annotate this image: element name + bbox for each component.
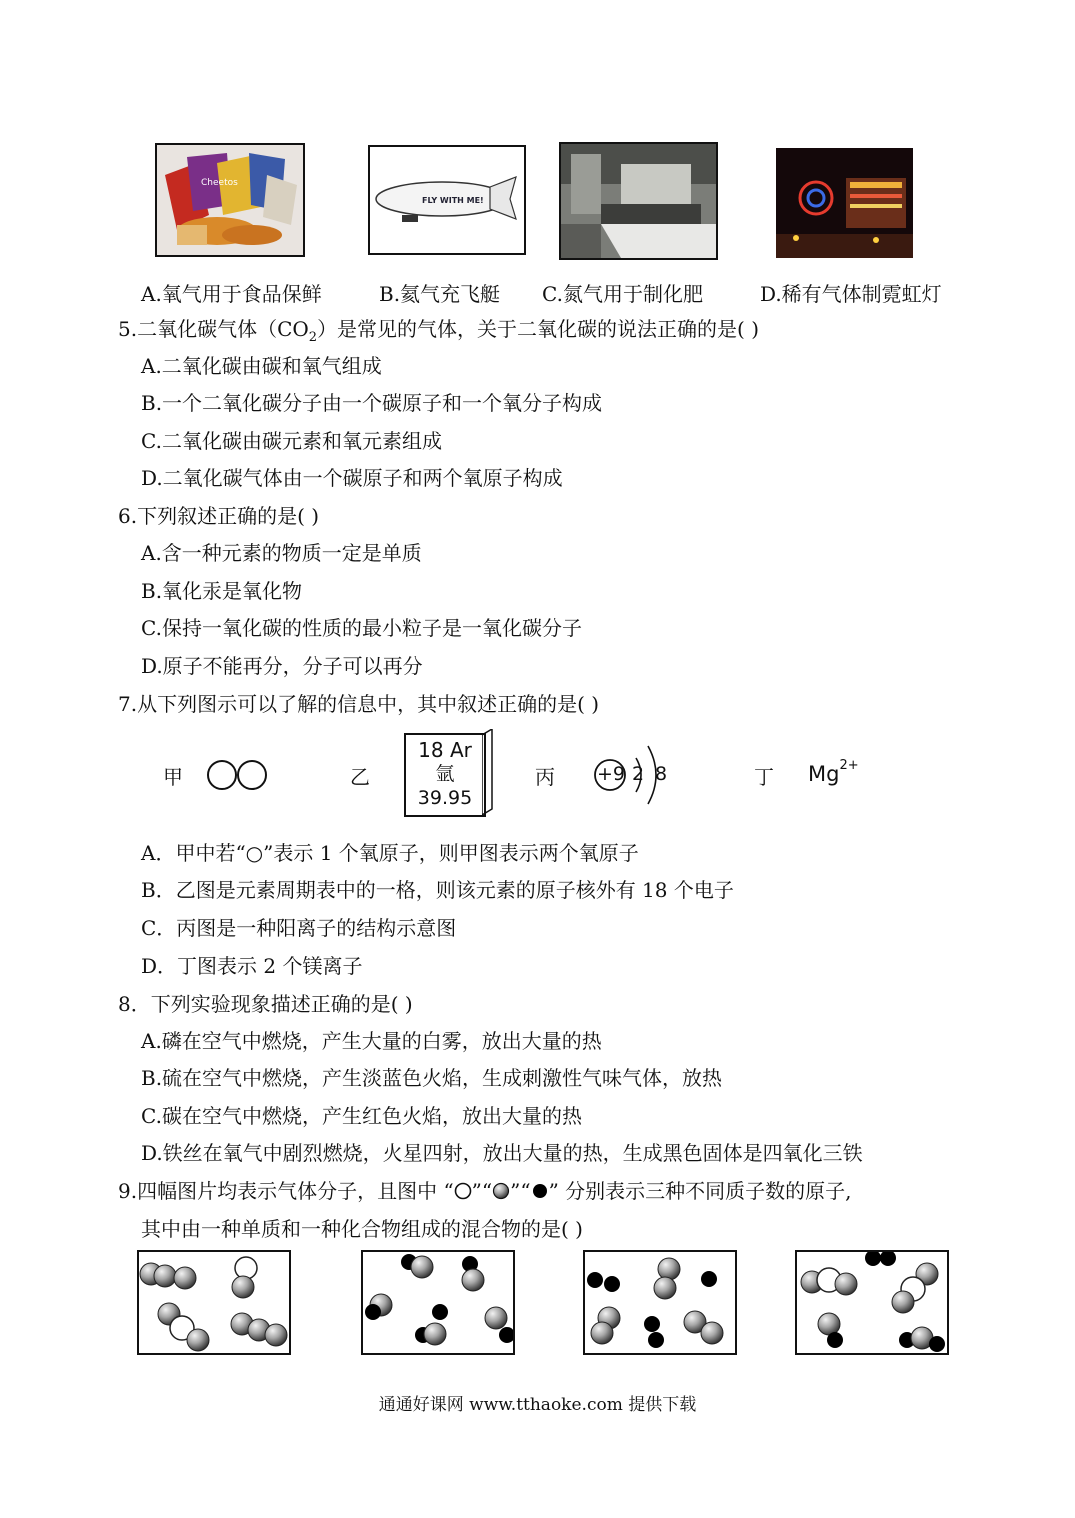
q5-option-a: A.二氧化碳由碳和氧气组成 — [141, 354, 382, 378]
ion-shell-1: 2 — [632, 763, 645, 785]
q6-stem: 6.下列叙述正确的是( ) — [118, 504, 320, 528]
blimp-text: FLY WITH ME! — [422, 196, 484, 205]
q5-option-b: B.一个二氧化碳分子由一个碳原子和一个氧分子构成 — [141, 391, 603, 415]
q5-stem-post: ）是常见的气体，关于二氧化碳的说法正确的是( ) — [317, 317, 760, 341]
q9-molecule-box-a — [137, 1250, 291, 1355]
fertilizer-factory-photo — [559, 142, 718, 260]
q6-option-b: B.氧化汞是氧化物 — [141, 579, 303, 603]
q7-label-ding: 丁 — [754, 765, 774, 789]
q9-stem-mid2: ”“ — [510, 1179, 531, 1203]
black-atom-icon — [531, 1182, 549, 1200]
element-number-symbol: 18 Ar — [418, 738, 472, 762]
q8-option-d: D.铁丝在氧气中剧烈燃烧，火星四射，放出大量的热，生成黑色固体是四氧化三铁 — [141, 1141, 863, 1165]
q5-stem — [118, 316, 759, 351]
snack-bags-photo — [155, 143, 305, 257]
q5-option-d: D.二氧化碳气体由一个碳原子和两个氧原子构成 — [141, 466, 563, 490]
q7-option-a: A．甲中若“○”表示 1 个氧原子，则甲图表示两个氧原子 — [141, 841, 639, 865]
q4-option-c: C.氮气用于制化肥 — [542, 282, 703, 306]
q9-molecule-box-d — [795, 1250, 949, 1355]
q9-molecule-box-c — [583, 1250, 737, 1355]
q7-label-bing: 丙 — [535, 765, 555, 789]
q9-molecule-box-b — [361, 1250, 515, 1355]
neon-lights-photo — [776, 148, 913, 258]
ion-symbol: Mg — [808, 762, 840, 786]
ion-nucleus-charge: +9 — [597, 763, 626, 785]
q5-option-c: C.二氧化碳由碳元素和氧元素组成 — [141, 429, 442, 453]
q4-option-a: A.氧气用于食品保鲜 — [141, 282, 322, 306]
q4-option-d: D.稀有气体制霓虹灯 — [760, 282, 942, 306]
element-mass: 39.95 — [417, 787, 473, 809]
q8-option-a: A.磷在空气中燃烧，产生大量的白雾，放出大量的热 — [141, 1029, 602, 1053]
q9-stem-line1 — [118, 1178, 852, 1204]
q9-stem-mid1: ”“ — [471, 1179, 493, 1203]
q6-option-a: A.含一种元素的物质一定是单质 — [141, 541, 422, 565]
element-card — [404, 733, 486, 817]
ion-charge: 2+ — [839, 758, 859, 773]
two-circles-molecule — [205, 758, 271, 792]
q7-label-yi: 乙 — [350, 765, 370, 789]
svg-text:Cheetos: Cheetos — [201, 178, 238, 188]
page-footer: 通通好课网 www.tthaoke.com 提供下载 — [378, 1395, 697, 1415]
white-atom-icon — [454, 1182, 472, 1200]
q7-option-d: D．丁图表示 2 个镁离子 — [141, 954, 363, 978]
q6-option-d: D.原子不能再分，分子可以再分 — [141, 654, 423, 678]
q8-option-c: C.碳在空气中燃烧，产生红色火焰，放出大量的热 — [141, 1104, 582, 1128]
q5-stem-sub: 2 — [308, 330, 318, 345]
element-card-shadow — [482, 729, 494, 819]
q8-option-b: B.硫在空气中燃烧，产生淡蓝色火焰，生成刺激性气味气体，放热 — [141, 1066, 723, 1090]
q5-stem-pre: 5.二氧化碳气体（CO — [118, 317, 309, 341]
q7-label-jia: 甲 — [163, 765, 183, 789]
ion-shell-2: 8 — [655, 763, 668, 785]
q7-option-c: C．丙图是一种阳离子的结构示意图 — [141, 916, 457, 940]
q9-stem-post: ” 分别表示三种不同质子数的原子, — [548, 1179, 852, 1203]
magnesium-ion-symbol — [808, 758, 859, 786]
q4-option-b: B.氦气充飞艇 — [379, 282, 501, 306]
q7-option-b: B．乙图是元素周期表中的一格，则该元素的原子核外有 18 个电子 — [141, 878, 734, 902]
airship-photo — [368, 145, 526, 255]
gray-atom-icon — [492, 1182, 510, 1200]
q7-stem: 7.从下列图示可以了解的信息中，其中叙述正确的是( ) — [118, 692, 600, 716]
q9-stem-pre: 9.四幅图片均表示气体分子，且图中 “ — [118, 1179, 454, 1203]
element-name: 氩 — [435, 763, 455, 785]
q6-option-c: C.保持一氧化碳的性质的最小粒子是一氧化碳分子 — [141, 616, 582, 640]
q9-stem-line2: 其中由一种单质和一种化合物组成的混合物的是( ) — [141, 1217, 583, 1241]
q8-stem: 8．下列实验现象描述正确的是( ) — [118, 992, 413, 1016]
